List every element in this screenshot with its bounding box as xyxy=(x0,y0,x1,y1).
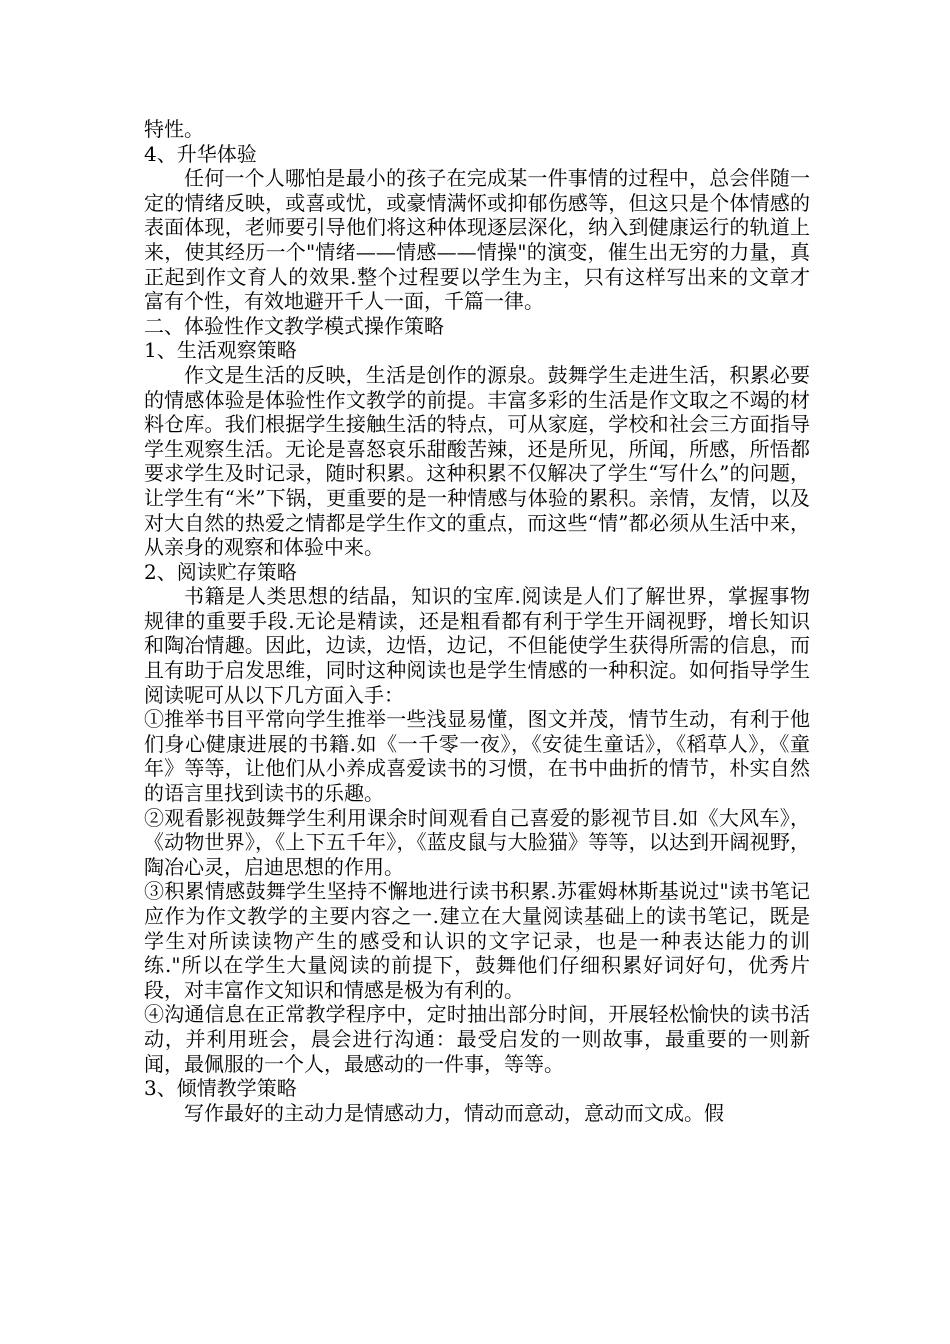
paragraph-body: 书籍是人类思想的结晶，知识的宝库.阅读是人们了解世界，掌握事物规律的重要手段.无论是精读，还是粗看都有利于学生开阔视野，增长知识和陶冶情趣。因此，边读，边悟，边记，不但能使学生获得所需的信息，而且有助于启发思维，同时这种阅读也是学生情感的一种积淀。如何指导学生阅读呢可从以下几方面入手： xyxy=(144,584,810,707)
paragraph-continuation: 特性。 xyxy=(144,117,204,141)
section-heading-life-observation: 1、生活观察策略 xyxy=(144,338,297,363)
section-heading-reading-storage: 2、阅读贮存策略 xyxy=(144,559,297,584)
list-item-accumulate-emotion: ③积累情感鼓舞学生坚持不懈地进行读书积累.苏霍姆林斯基说过"读书笔记应作为作文教学的主要内容之一.建立在大量阅读基础上的读书笔记，既是学生对所读读物产生的感受和认识的文字记录，也是一种表达能力的训练."所以在学生大量阅读的前提下，鼓舞他们仔细积累好词好句，优秀片段，对丰富作文知识和情感是极为有利的。 xyxy=(144,879,810,1002)
list-item-recommend-books: ①推举书目平常向学生推举一些浅显易懂，图文并茂，情节生动，有利于他们身心健康进展的书籍.如《一千零一夜》，《安徒生童话》，《稻草人》，《童年》等等，让他们从小养成喜爱读书的习惯，在书中曲折的情节，朴实自然的语言里找到读书的乐趣。 xyxy=(144,707,810,806)
document-page xyxy=(144,117,810,1125)
section-heading-sublimate-experience: 4、升华体验 xyxy=(144,141,257,166)
list-item-communicate-info: ④沟通信息在正常教学程序中，定时抽出部分时间，开展轻松愉快的读书活动，并利用班会，晨会进行沟通：最受启发的一则故事，最重要的一则新闻，最佩服的一个人，最感动的一件事，等等。 xyxy=(144,1002,810,1076)
section-heading-strategies: 二、体验性作文教学模式操作策略 xyxy=(144,313,444,338)
list-item-watch-films: ②观看影视鼓舞学生利用课余时间观看自己喜爱的影视节目.如《大风车》，《动物世界》，《上下五千年》，《蓝皮鼠与大脸猫》等等，以达到开阔视野，陶冶心灵，启迪思想的作用。 xyxy=(144,805,810,879)
paragraph-body: 写作最好的主动力是情感动力，情动而意动，意动而文成。假 xyxy=(184,1100,724,1125)
paragraph-body: 任何一个人哪怕是最小的孩子在完成某一件事情的过程中，总会伴随一定的情绪反映，或喜或忧，或豪情满怀或抑郁伤感等，但这只是个体情感的表面体现，老师要引导他们将这种体现逐层深化，纳入到健康运行的轨道上来，使其经历一个"情绪——情感——情操"的演变，催生出无穷的力量，真正起到作文育人的效果.整个过程要以学生为主，只有这样写出来的文章才富有个性，有效地避开千人一面，千篇一律。 xyxy=(144,166,810,314)
section-heading-emotional-teaching: 3、倾情教学策略 xyxy=(144,1076,297,1101)
paragraph-body: 作文是生活的反映，生活是创作的源泉。鼓舞学生走进生活，积累必要的情感体验是体验性作文教学的前提。丰富多彩的生活是作文取之不竭的材料仓库。我们根据学生接触生活的特点，可从家庭，学校和社会三方面指导学生观察生活。无论是喜怒哀乐甜酸苦辣，还是所见，所闻，所感，所悟都要求学生及时记录，随时积累。这种积累不仅解决了学生“写什么”的问题，让学生有“米”下锅，更重要的是一种情感与体验的累积。亲情，友情，以及对大自然的热爱之情都是学生作文的重点，而这些“情”都必须从生活中来，从亲身的观察和体验中来。 xyxy=(144,362,810,560)
